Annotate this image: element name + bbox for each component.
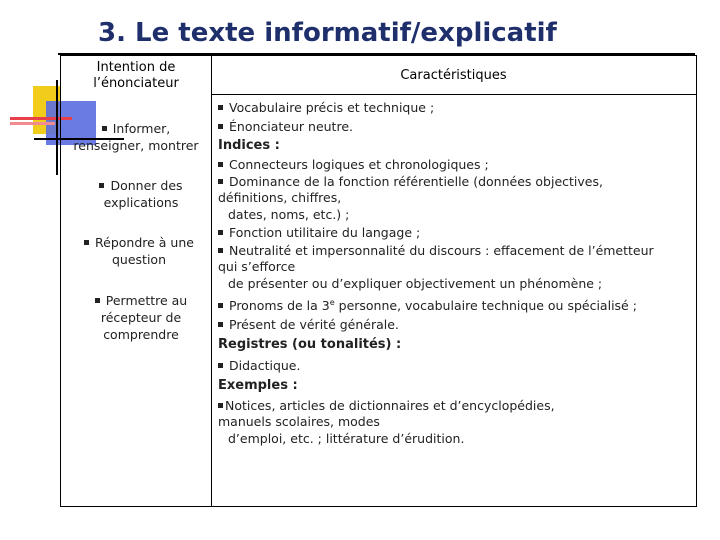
column-header-caracteristiques: Caractéristiques bbox=[400, 68, 507, 83]
bullet-icon bbox=[95, 298, 100, 303]
bullet-icon bbox=[218, 303, 223, 308]
bullet-icon bbox=[218, 322, 223, 327]
section-heading: Exemples : bbox=[218, 378, 298, 394]
bullet-icon bbox=[102, 126, 107, 131]
bullet-icon bbox=[84, 240, 89, 245]
characteristics-list: Vocabulaire précis et technique ; Énonciateur neutre. Indices : Connecteurs logiques et chronologiques ; Dominance de la fonction référentielle (données objectives, définitions, chiffres, dates, noms, etc.) ; Fonction utilitaire du langage ; Neutralité et impersonnalité du discours : effacement de l’émetteur qui s’efforce de présenter ou d’expliquer objectivement un phénomène ; Pronoms de la 3e personne, vocabulaire technique ou spécialisé ; Présent de vérité générale. Registres (ou tonalités) : Didactique. Exemples : Notices, articles de dictionnaires et d’encyclopédies, manuels scolaires, modes d’emploi, etc. ; littérature d’érudition. bbox=[218, 98, 692, 448]
decor-vertical-line bbox=[56, 80, 58, 175]
section-heading: Indices : bbox=[218, 138, 280, 153]
bullet-icon bbox=[218, 105, 223, 110]
characteristics-table bbox=[60, 55, 697, 507]
decor-pink-line bbox=[10, 122, 55, 125]
column-divider bbox=[211, 56, 212, 506]
bullet-icon bbox=[218, 230, 223, 235]
bullet-icon bbox=[218, 363, 223, 368]
intention-item: Donner des explications bbox=[75, 177, 207, 211]
column-header-intention: Intention de l’énonciateur bbox=[93, 60, 179, 91]
intention-item: Répondre à une question bbox=[69, 234, 209, 268]
bullet-icon bbox=[218, 124, 223, 129]
intention-item: Permettre au récepteur de comprendre bbox=[75, 292, 207, 343]
bullet-icon bbox=[99, 183, 104, 188]
page-title: 3. Le texte informatif/explicatif bbox=[98, 18, 557, 48]
bullet-icon bbox=[218, 248, 223, 253]
intention-item: Informer, renseigner, montrer bbox=[73, 121, 199, 153]
bullet-icon bbox=[218, 162, 223, 167]
header-divider bbox=[211, 94, 696, 95]
section-heading: Registres (ou tonalités) : bbox=[218, 337, 402, 353]
bullet-icon bbox=[218, 403, 223, 408]
bullet-icon bbox=[218, 179, 223, 184]
